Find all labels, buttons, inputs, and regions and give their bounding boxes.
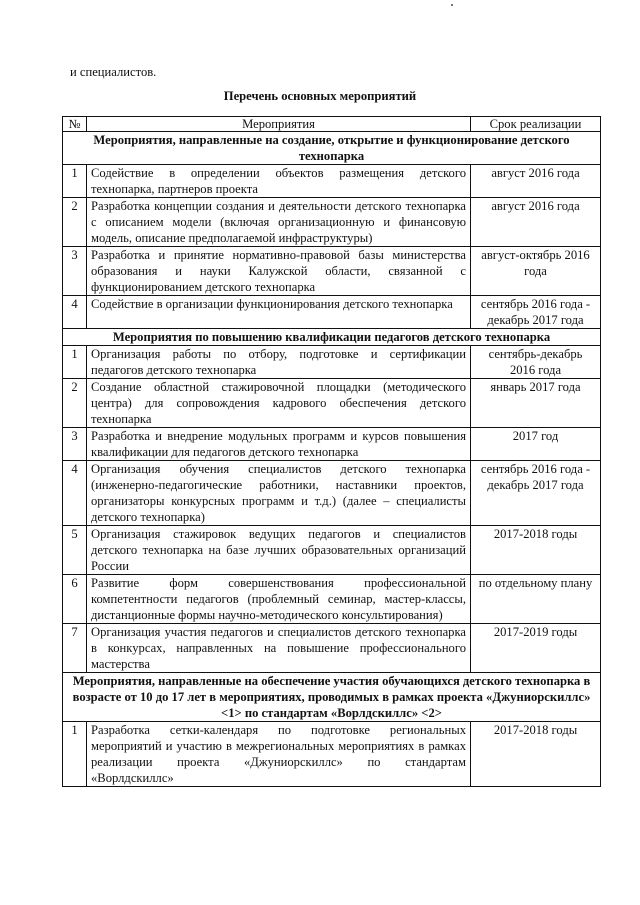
events-table xyxy=(62,116,601,787)
row-num: 1 xyxy=(63,165,87,198)
row-num: 4 xyxy=(63,461,87,526)
row-activity: Организация работы по отбору, подготовке и сертификации педагогов детского технопарка xyxy=(87,346,471,379)
row-num: 6 xyxy=(63,575,87,624)
section-title: Мероприятия, направленные на создание, открытие и функционирование детского технопарка xyxy=(63,132,601,165)
row-num: 5 xyxy=(63,526,87,575)
table-row xyxy=(63,296,601,329)
row-term: сентябрь-декабрь 2016 года xyxy=(471,346,601,379)
intro-text: и специалистов. xyxy=(70,65,157,79)
header-activity: Мероприятия xyxy=(87,117,471,132)
table-row xyxy=(63,428,601,461)
row-num: 7 xyxy=(63,624,87,673)
table-row xyxy=(63,379,601,428)
table-row xyxy=(63,198,601,247)
table-row xyxy=(63,346,601,379)
row-activity: Содействие в организации функционирования детского технопарка xyxy=(87,296,471,329)
row-num: 3 xyxy=(63,428,87,461)
row-activity: Организация участия педагогов и специалистов детского технопарка в конкурсах, направленных на повышение профессионального мастерства xyxy=(87,624,471,673)
section-row xyxy=(63,329,601,346)
row-num: 4 xyxy=(63,296,87,329)
row-num: 2 xyxy=(63,198,87,247)
row-activity: Содействие в определении объектов размещения детского технопарка, партнеров проекта xyxy=(87,165,471,198)
row-term: 2017-2018 годы xyxy=(471,722,601,787)
row-term: август 2016 года xyxy=(471,198,601,247)
row-term: август-октябрь 2016 года xyxy=(471,247,601,296)
row-term: 2017-2019 годы xyxy=(471,624,601,673)
table-row xyxy=(63,247,601,296)
row-term: 2017-2018 годы xyxy=(471,526,601,575)
table-row xyxy=(63,461,601,526)
header-term: Срок реализации xyxy=(471,117,601,132)
table-row xyxy=(63,722,601,787)
table-row xyxy=(63,624,601,673)
row-term: 2017 год xyxy=(471,428,601,461)
header-num: № xyxy=(63,117,87,132)
row-activity: Разработка сетки-календаря по подготовке региональных мероприятий и участию в межрегиональных мероприятиях в рамках реализации проекта «Джуниорскиллс» по стандартам «Ворлдскиллс» xyxy=(87,722,471,787)
row-activity: Создание областной стажировочной площадки (методического центра) для сопровождения кадрового обеспечения детского технопарка xyxy=(87,379,471,428)
row-num: 3 xyxy=(63,247,87,296)
row-activity: Разработка и принятие нормативно-правовой базы министерства образования и науки Калужской области, связанной с функционированием детского технопарка xyxy=(87,247,471,296)
section-row xyxy=(63,132,601,165)
table-row xyxy=(63,526,601,575)
row-term: август 2016 года xyxy=(471,165,601,198)
table-row xyxy=(63,575,601,624)
row-term: январь 2017 года xyxy=(471,379,601,428)
row-term: сентябрь 2016 года - декабрь 2017 года xyxy=(471,461,601,526)
row-activity: Разработка и внедрение модульных программ и курсов повышения квалификации для педагогов детского технопарка xyxy=(87,428,471,461)
row-activity: Разработка концепции создания и деятельности детского технопарка с описанием модели (включая организационную и финансовую модель, описание предполагаемой инфраструктуры) xyxy=(87,198,471,247)
row-num: 1 xyxy=(63,722,87,787)
row-num: 1 xyxy=(63,346,87,379)
row-term: по отдельному плану xyxy=(471,575,601,624)
section-row xyxy=(63,673,601,722)
page-title: Перечень основных мероприятий xyxy=(223,89,417,103)
scan-speck xyxy=(451,4,453,6)
table-header-row xyxy=(63,117,601,132)
table-row xyxy=(63,165,601,198)
section-title: Мероприятия по повышению квалификации педагогов детского технопарка xyxy=(63,329,601,346)
row-term: сентябрь 2016 года - декабрь 2017 года xyxy=(471,296,601,329)
row-num: 2 xyxy=(63,379,87,428)
section-title: Мероприятия, направленные на обеспечение участия обучающихся детского технопарка в возрасте от 10 до 17 лет в мероприятиях, проводимых в рамках проекта «Джуниорскиллс» <1> по стандартам «Ворлдскиллс» <2> xyxy=(63,673,601,722)
row-activity: Развитие форм совершенствования профессиональной компетентности педагогов (проблемный семинар, мастер-классы, дистанционные формы научно-методического консультирования) xyxy=(87,575,471,624)
row-activity: Организация обучения специалистов детского технопарка (инженерно-педагогические работники, наставники проектов, организаторы конкурсных программ и т.д.) (далее – специалисты детского технопарка) xyxy=(87,461,471,526)
row-activity: Организация стажировок ведущих педагогов и специалистов детского технопарка на базе лучших образовательных организаций России xyxy=(87,526,471,575)
